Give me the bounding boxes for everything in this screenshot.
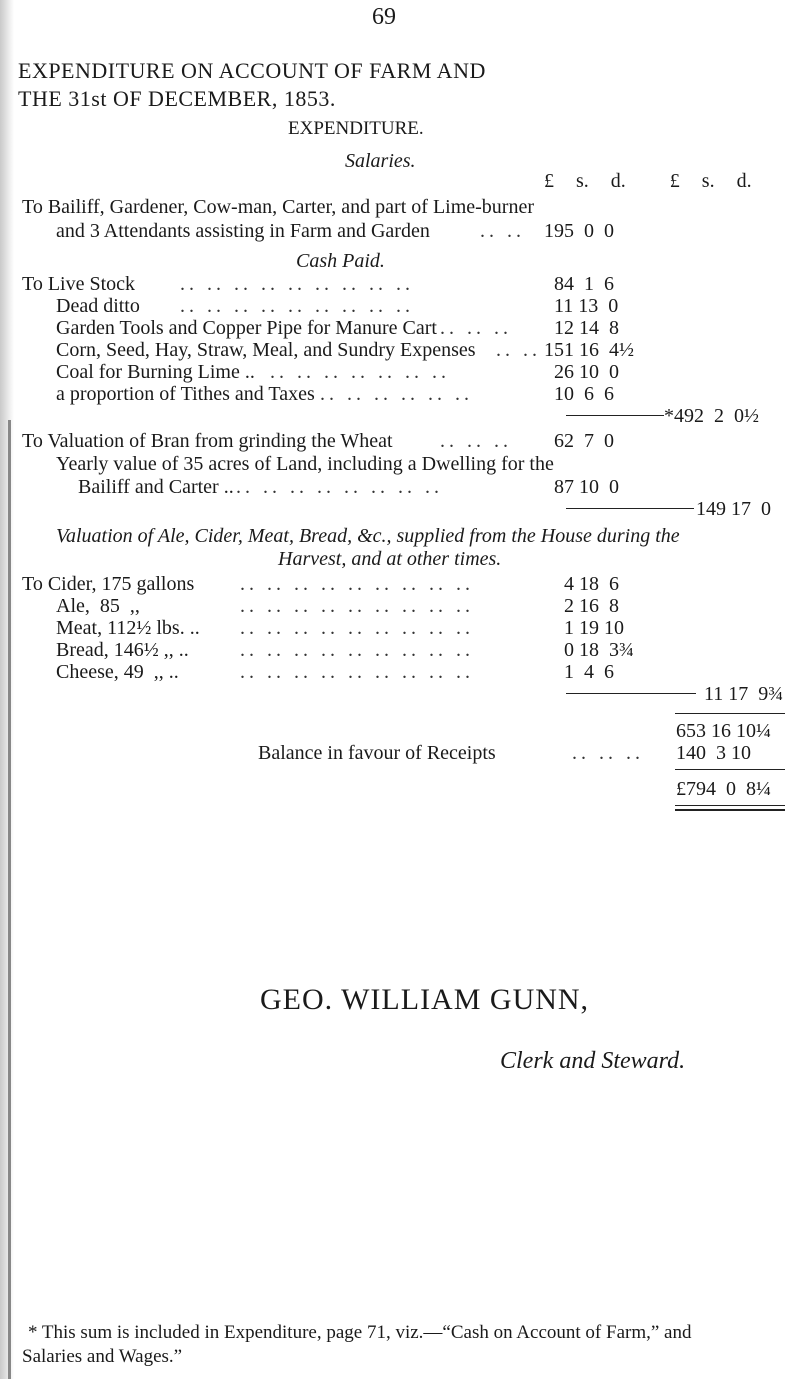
valuation-amount-1: 62 7 0 [554, 430, 614, 452]
cash-item-label: Coal for Burning Lime .. [56, 361, 255, 383]
ale-item-amount: 1 19 10 [564, 617, 624, 639]
leader-dots: .. .. [480, 220, 525, 242]
leader-dots: .. .. .. .. .. .. .. .. [236, 476, 443, 498]
cash-item-amount: 11 13 0 [554, 295, 619, 317]
ale-item-label: Meat, 112½ lbs. .. [56, 617, 200, 639]
cash-item-amount: 10 6 6 [554, 383, 614, 405]
cash-item-label: To Live Stock [22, 273, 136, 295]
leader-dots: .. .. .. [440, 317, 512, 339]
footnote-line-1: * This sum is included in Expenditure, page 71, viz.—“Cash on Account of Farm,” and [28, 1322, 692, 1343]
valuation-line-1: To Valuation of Bran from grinding the Wheat [22, 430, 393, 452]
cash-item-label: Garden Tools and Copper Pipe for Manure Cart [56, 317, 437, 339]
ale-item-label: Ale, 85 ,, [56, 595, 140, 617]
ale-item-amount: 1 4 6 [564, 661, 614, 683]
balance-amount: 140 3 10 [676, 742, 751, 764]
cash-item-label: Corn, Seed, Hay, Straw, Meal, and Sundry Expenses [56, 339, 476, 361]
ale-item-label: Cheese, 49 ,, .. [56, 661, 179, 683]
subtotal-rule [566, 415, 664, 416]
leader-dots: .. .. .. .. .. .. .. .. .. [240, 661, 474, 683]
grand-total: £794 0 8¼ [676, 778, 771, 800]
salaries-line-2: and 3 Attendants assisting in Farm and Garden [56, 220, 430, 242]
page-edge-shadow [0, 0, 14, 1379]
valuation-subtotal: 149 17 0 [696, 498, 771, 520]
salaries-line-1: To Bailiff, Gardener, Cow-man, Carter, and part of Lime-burner [22, 196, 535, 218]
currency-column-headers: £ s. d. £ s. d. [544, 170, 752, 192]
leader-dots: .. .. [496, 339, 541, 361]
leader-dots: .. .. .. .. .. .. .. .. .. [240, 617, 474, 639]
title-line-1: EXPENDITURE ON ACCOUNT OF FARM AND [18, 58, 486, 83]
subtotal-rule [566, 693, 696, 694]
cash-paid-heading: Cash Paid. [296, 250, 385, 272]
ale-heading-2: Harvest, and at other times. [278, 548, 502, 570]
total-rule [675, 713, 785, 714]
cash-item-amount: 84 1 6 [554, 273, 614, 295]
valuation-line-2: Yearly value of 35 acres of Land, including a Dwelling for the [56, 453, 554, 475]
page-number: 69 [372, 4, 396, 30]
cash-item-amount: 26 10 0 [554, 361, 619, 383]
leader-dots: .. .. .. [440, 430, 512, 452]
leader-dots: .. .. .. .. .. .. .. .. .. [240, 639, 474, 661]
cash-item-amount: 12 14 8 [554, 317, 619, 339]
valuation-amount-2: 87 10 0 [554, 476, 619, 498]
cash-paid-subtotal: *492 2 0½ [664, 405, 759, 427]
salaries-amount: 195 0 0 [544, 220, 614, 242]
balance-label: Balance in favour of Receipts [258, 742, 496, 764]
signature-name: GEO. WILLIAM GUNN, [260, 983, 590, 1016]
signature-role: Clerk and Steward. [500, 1048, 686, 1074]
valuation-line-3: Bailiff and Carter .. [78, 476, 234, 498]
salaries-heading: Salaries. [345, 150, 416, 172]
ale-item-amount: 4 18 6 [564, 573, 619, 595]
cash-item-label: a proportion of Tithes and Taxes [56, 383, 315, 405]
cash-item-amount: 151 16 4½ [544, 339, 634, 361]
ale-item-amount: 0 18 3¾ [564, 639, 634, 661]
total-rule [675, 769, 785, 770]
ale-item-label: Bread, 146½ ,, .. [56, 639, 189, 661]
grand-total-rule-1 [675, 805, 785, 806]
subtotal-rule [566, 508, 694, 509]
footnote-line-2: Salaries and Wages.” [22, 1346, 183, 1367]
page-binding-line [8, 420, 11, 1379]
total-sum: 653 16 10¼ [676, 720, 771, 742]
title-line-2: THE 31st OF DECEMBER, 1853. [18, 86, 336, 111]
grand-total-rule-2 [675, 809, 785, 811]
ale-heading-1: Valuation of Ale, Cider, Meat, Bread, &c., supplied from the House during the [56, 525, 680, 547]
ale-subtotal: 11 17 9¾ [704, 683, 784, 705]
subtitle: EXPENDITURE. [288, 118, 424, 139]
leader-dots: .. .. .. .. .. .. .. .. .. [180, 295, 414, 317]
leader-dots: .. .. .. .. .. .. .. .. .. [240, 595, 474, 617]
leader-dots: .. .. .. .. .. .. .. [270, 361, 450, 383]
ale-item-amount: 2 16 8 [564, 595, 619, 617]
leader-dots: .. .. .. [572, 742, 644, 764]
leader-dots: .. .. .. .. .. .. .. .. .. [180, 273, 414, 295]
cash-item-label: Dead ditto [56, 295, 140, 317]
leader-dots: .. .. .. .. .. .. [320, 383, 473, 405]
ale-item-label: To Cider, 175 gallons [22, 573, 195, 595]
leader-dots: .. .. .. .. .. .. .. .. .. [240, 573, 474, 595]
